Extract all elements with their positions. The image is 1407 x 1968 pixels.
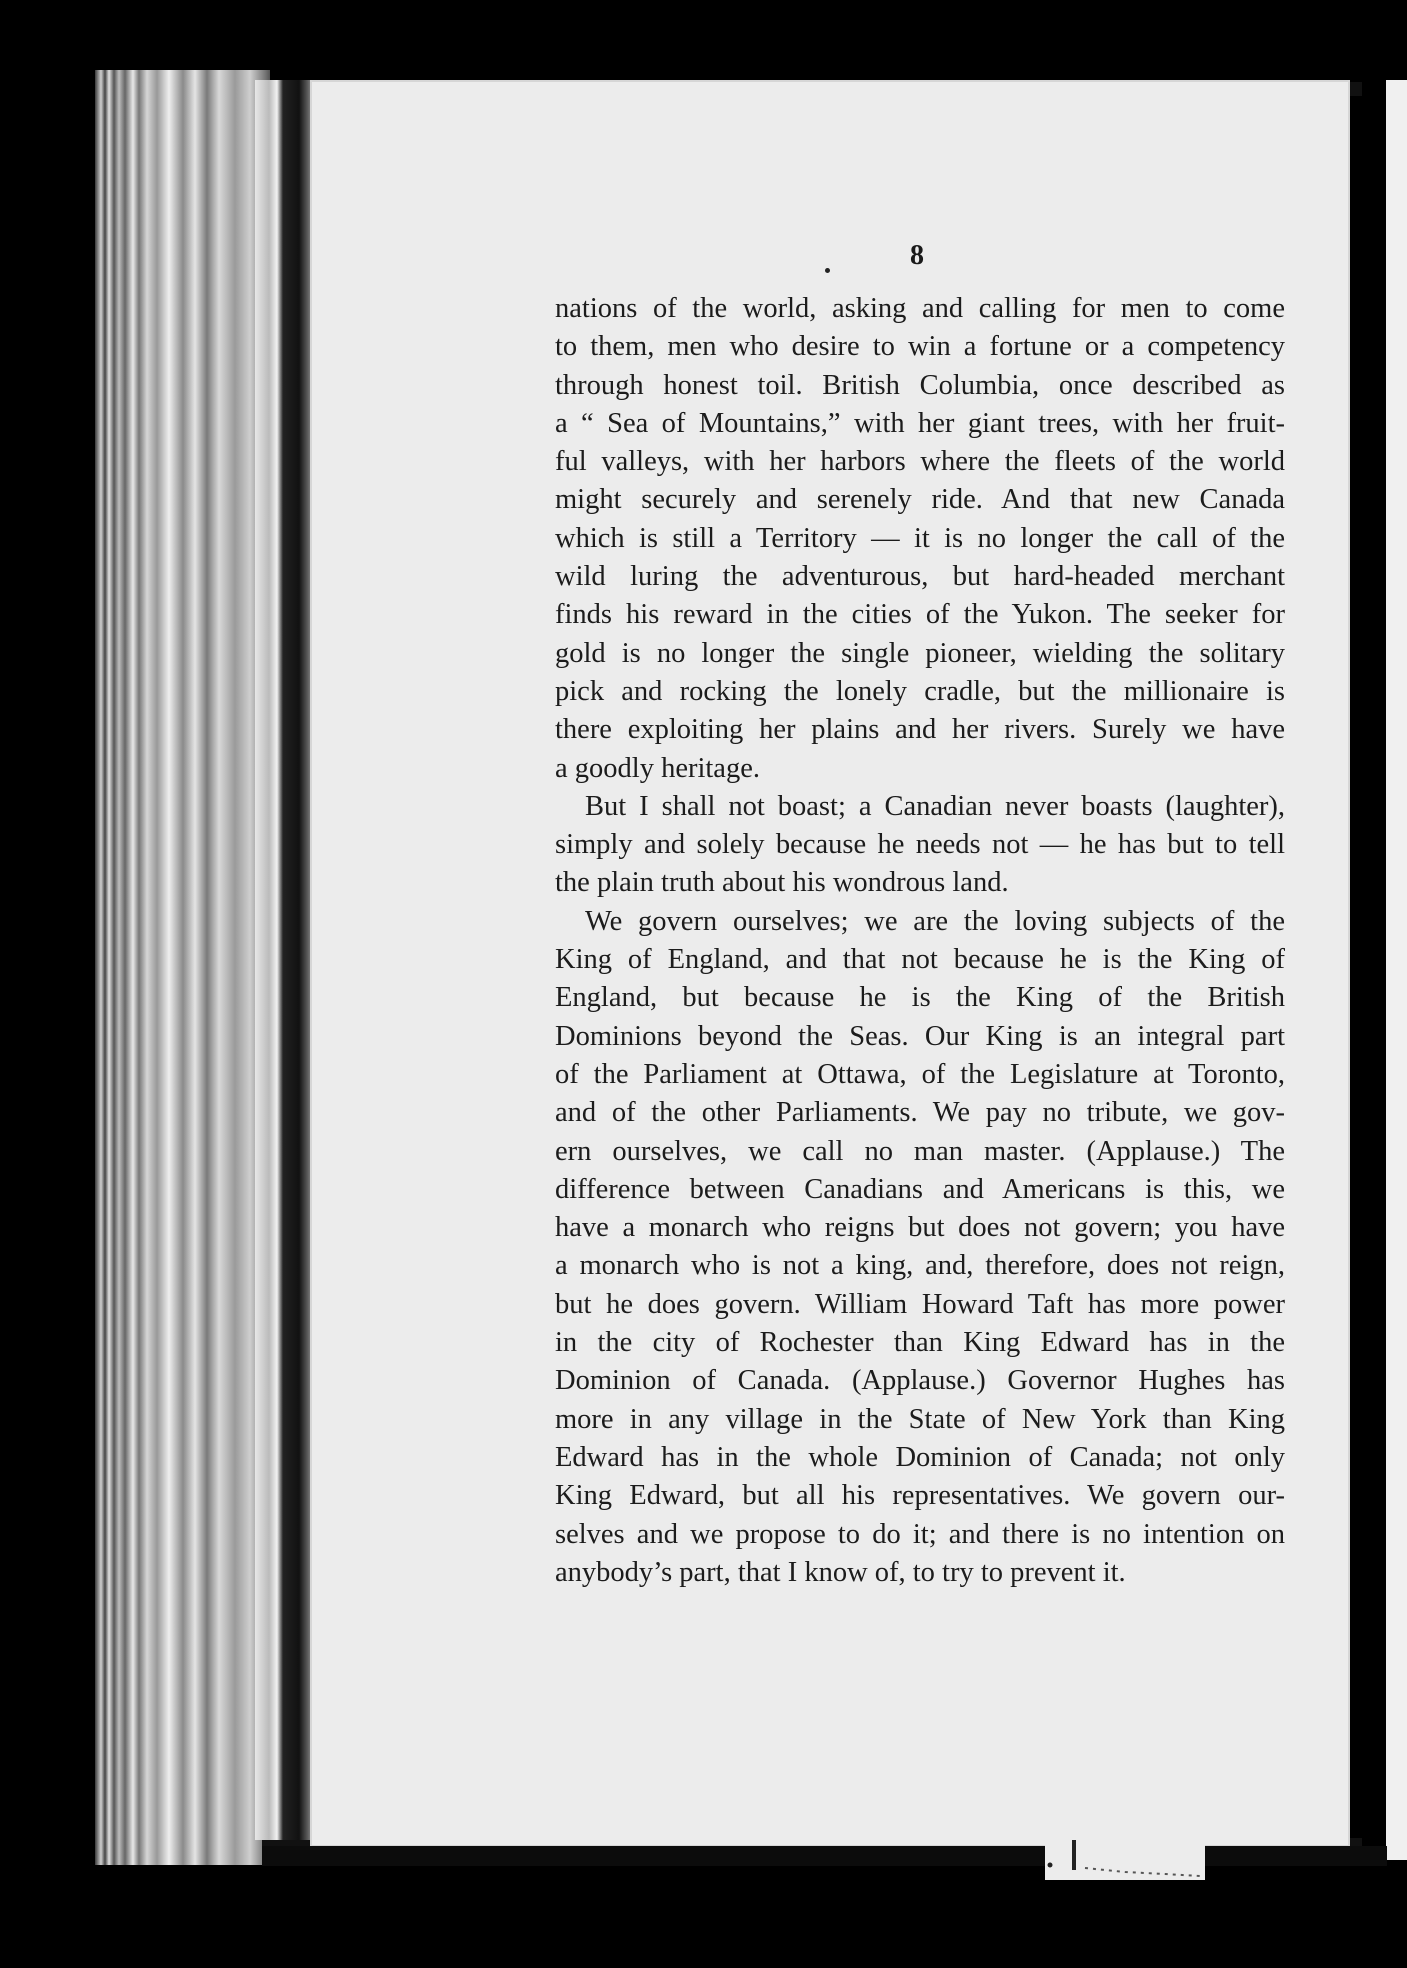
text-line: there exploiting her plains and her rivers. Surely we have (555, 714, 1285, 746)
text-line: We govern ourselves; we are the loving subjects of the (585, 905, 1285, 937)
paragraph (555, 290, 1285, 788)
bottom-page-shadow (262, 1846, 1387, 1866)
text-line: and of the other Parliaments. We pay no tribute, we gov- (555, 1097, 1285, 1129)
text-line: difference between Canadians and Americans is this, we (555, 1173, 1285, 1205)
text-line: But I shall not boast; a Canadian never boasts (laughter), (585, 790, 1285, 822)
text-line: a “ Sea of Mountains,” with her giant trees, with her fruit- (555, 407, 1285, 439)
text-line: of the Parliament at Ottawa, of the Legislature at Toronto, (555, 1058, 1285, 1090)
text-line: King of England, and that not because he is the King of (555, 944, 1285, 976)
text-line: Dominion of Canada. (Applause.) Governor Hughes has (555, 1365, 1285, 1397)
text-line: pick and rocking the lonely cradle, but the millionaire is (555, 675, 1285, 707)
text-line: which is still a Territory — it is no longer the call of the (555, 522, 1285, 554)
paragraph (555, 903, 1285, 1592)
text-line: England, but because he is the King of the British (555, 982, 1285, 1014)
binding-gutter (255, 80, 315, 1840)
text-line: but he does govern. William Howard Taft has more power (555, 1288, 1285, 1320)
text-line: a monarch who is not a king, and, therefore, does not reign, (555, 1250, 1285, 1282)
text-line: wild luring the adventurous, but hard-headed merchant (555, 561, 1285, 593)
text-line: might securely and serenely ride. And that new Canada (555, 484, 1285, 516)
text-line: through honest toil. British Columbia, once described as (555, 369, 1285, 401)
text-line: the plain truth about his wondrous land. (555, 867, 1009, 899)
text-line: a goodly heritage. (555, 752, 760, 784)
text-line: Edward has in the whole Dominion of Canada; not only (555, 1441, 1285, 1473)
scan-artifact-icon (1045, 1840, 1205, 1880)
scan-speck (825, 268, 830, 273)
text-line: King Edward, but all his representatives. We govern our- (555, 1480, 1285, 1512)
body-text (555, 290, 1285, 1592)
text-line: nations of the world, asking and calling for men to come (555, 293, 1285, 324)
text-line: in the city of Rochester than King Edward has in the (555, 1327, 1285, 1359)
text-line: simply and solely because he needs not — he has but to tell (555, 829, 1285, 861)
text-line: ful valleys, with her harbors where the fleets of the world (555, 446, 1285, 478)
text-line: to them, men who desire to win a fortune or a competency (555, 331, 1285, 363)
page-number: 8 (910, 240, 924, 271)
text-line: selves and we propose to do it; and there is no intention on (555, 1518, 1285, 1550)
facing-page-edge (1386, 80, 1407, 1860)
text-line: more in any village in the State of New York than King (555, 1403, 1285, 1435)
text-line: finds his reward in the cities of the Yukon. The seeker for (555, 599, 1285, 631)
paragraph (555, 788, 1285, 903)
text-line: Dominions beyond the Seas. Our King is an integral part (555, 1020, 1285, 1052)
stacked-page-edges (95, 70, 270, 1865)
text-line: gold is no longer the single pioneer, wielding the solitary (555, 637, 1285, 669)
text-line: anybody’s part, that I know of, to try to prevent it. (555, 1556, 1126, 1588)
text-line: ern ourselves, we call no man master. (Applause.) The (555, 1135, 1285, 1167)
text-line: have a monarch who reigns but does not govern; you have (555, 1212, 1285, 1244)
